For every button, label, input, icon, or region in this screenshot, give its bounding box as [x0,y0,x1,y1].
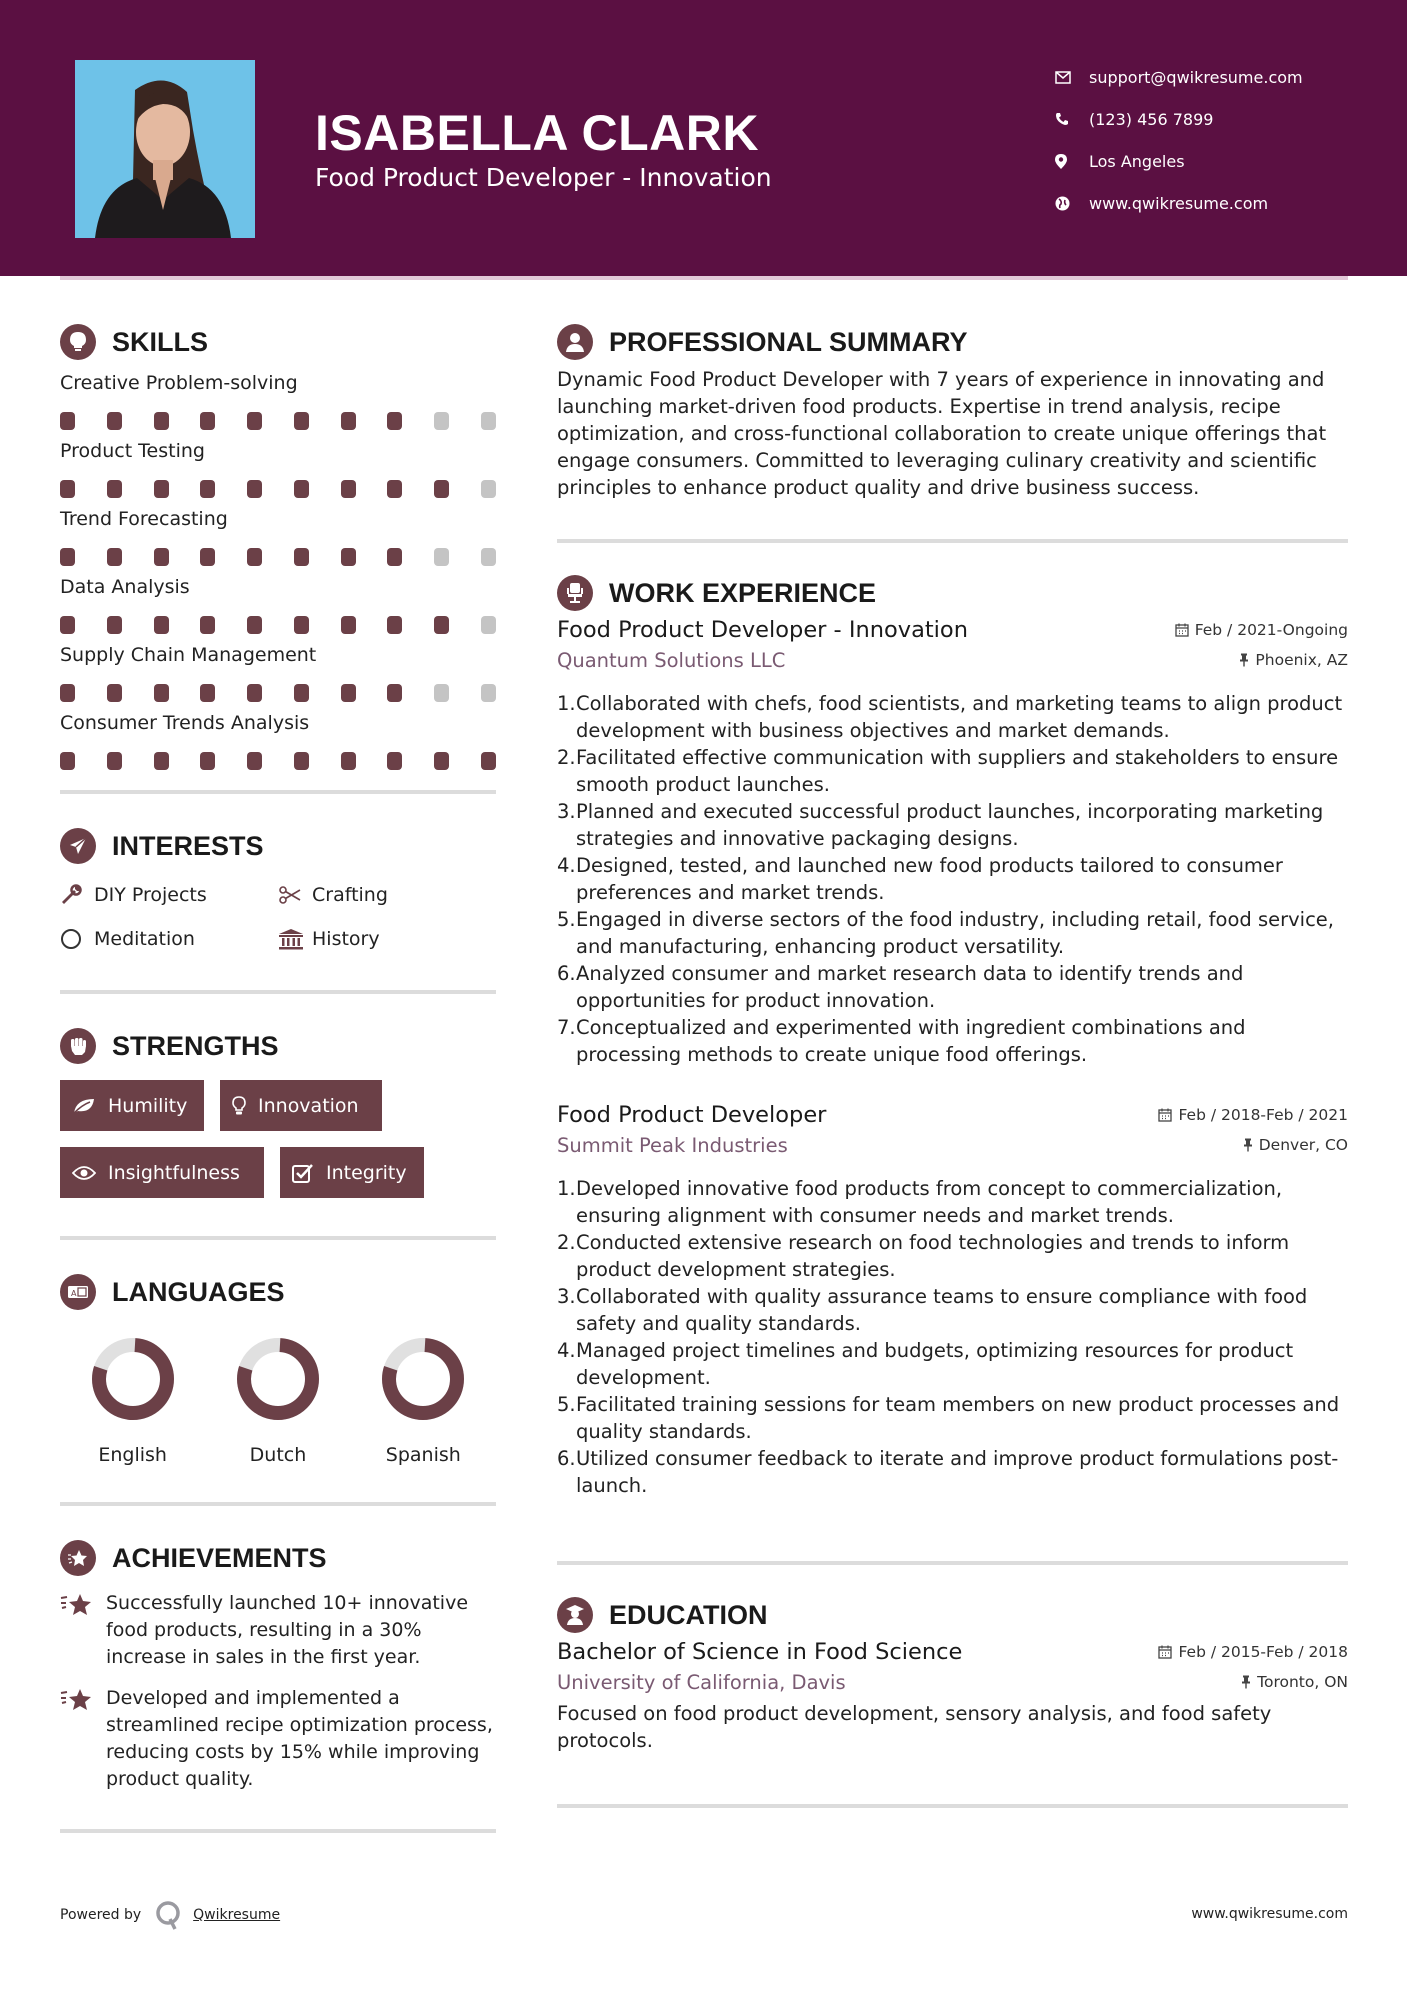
rating-dot-filled [247,752,262,770]
interests-heading: INTERESTS [112,830,264,861]
bullet-number: 1. [557,1177,576,1200]
fist-icon [60,1028,96,1064]
left-column [60,320,496,1833]
job-bullet [557,1283,1348,1337]
calendar-icon [1158,1645,1172,1659]
rating-dot-filled [294,480,309,498]
qwikresume-link[interactable]: Qwikresume [193,1907,281,1923]
strengths-heading: STRENGTHS [112,1030,279,1061]
rating-dot-filled [434,480,449,498]
bullet-number: 3. [557,1285,576,1308]
education-section [557,1593,1348,1754]
bullet-text: Analyzed consumer and market research data to identify trends and opportunities for product innovation. [576,962,1244,1012]
job-bullet [557,1445,1348,1499]
section-divider [557,1561,1348,1565]
footer-powered-by [60,1900,280,1930]
education-heading: EDUCATION [609,1599,768,1630]
rating-dot-filled [107,616,122,634]
bullet-text: Facilitated effective communication with suppliers and stakeholders to ensure smooth product launches. [576,746,1339,796]
bullet-number: 5. [557,908,576,931]
work-heading: WORK EXPERIENCE [609,577,877,608]
skill-rating [60,548,496,566]
contact-phone[interactable] [1055,98,1303,140]
language-icon [60,1274,96,1310]
job-bullets [557,690,1348,1068]
job-bullet [557,690,1348,744]
shooting-star-icon [60,1685,106,1793]
rating-dot-filled [107,548,122,566]
contact-email[interactable] [1055,56,1303,98]
job-location [1239,651,1348,669]
lightbulb-icon [60,324,96,360]
job-dates [1158,1106,1348,1124]
right-column [557,320,1348,1808]
interest-item [278,880,496,910]
bullet-text: Engaged in diverse sectors of the food industry, including retail, food service, and manufacturing, enhancing product versatility. [576,908,1335,958]
circle-icon [60,928,94,950]
rating-dot-filled [387,752,402,770]
languages-section [60,1270,496,1466]
strengths-section [60,1024,496,1198]
bullet-number: 7. [557,1016,576,1039]
skill-label: Supply Chain Management [60,644,317,666]
rating-dot-filled [294,548,309,566]
header-divider [60,276,1348,280]
language-proficiency-donut [380,1336,466,1422]
skills-heading: SKILLS [112,326,209,357]
rating-dot-empty [481,412,496,430]
achievement-text: Developed and implemented a streamlined recipe optimization process, reducing costs by 15% while improving product quality. [106,1687,493,1790]
strengths-list [60,1080,496,1198]
bullet-text: Conducted extensive research on food technologies and trends to inform product development strategies. [576,1231,1290,1281]
rating-dot-empty [481,548,496,566]
pushpin-icon [1239,653,1249,667]
leaf-icon [72,1097,96,1115]
languages-list [60,1336,496,1466]
strength-label: Innovation [258,1094,359,1117]
interest-label: Meditation [94,928,195,950]
section-divider [60,990,496,994]
calendar-icon [1158,1108,1172,1122]
rating-dot-filled [154,412,169,430]
interests-section [60,824,496,954]
job-bullet [557,798,1348,852]
section-divider [60,1236,496,1240]
bullet-number: 6. [557,962,576,985]
achievements-section [60,1536,496,1793]
powered-by-label: Powered by [60,1907,142,1923]
job-bullet [557,1391,1348,1445]
job-bullet [557,1337,1348,1391]
company-name: Quantum Solutions LLC [557,649,786,672]
education-location [1241,1673,1348,1691]
section-divider [60,790,496,794]
calendar-icon [1175,623,1189,637]
candidate-name: ISABELLA CLARK [315,105,760,161]
job-dates-text: Feb / 2018-Feb / 2021 [1178,1106,1348,1124]
bullet-text: Conceptualized and experimented with ingredient combinations and processing methods to create unique food offerings. [576,1016,1246,1066]
education-location-text: Toronto, ON [1257,1673,1348,1691]
rating-dot-filled [341,752,356,770]
interests-list [60,880,496,954]
contact-location-text: Los Angeles [1089,151,1185,171]
job-title: Food Product Developer - Innovation [557,617,968,643]
rating-dot-filled [294,752,309,770]
languages-heading: LANGUAGES [112,1276,285,1307]
language-label: Spanish [385,1444,461,1466]
graduate-icon [557,1597,593,1633]
contact-website[interactable] [1055,182,1303,224]
rating-dot-filled [247,548,262,566]
skill-label: Data Analysis [60,576,190,598]
rating-dot-filled [107,752,122,770]
section-divider [60,1502,496,1506]
job-title: Food Product Developer [557,1102,827,1128]
rating-dot-filled [60,412,75,430]
qwikresume-logo-icon [155,1900,183,1930]
job-bullet [557,744,1348,798]
rating-dot-empty [434,548,449,566]
interest-label: DIY Projects [94,884,207,906]
pushpin-icon [1241,1675,1251,1689]
achievement-item [60,1685,496,1793]
skill-label: Creative Problem-solving [60,372,298,394]
skill-label: Consumer Trends Analysis [60,712,310,734]
rating-dot-filled [434,616,449,634]
checkbox-icon [292,1163,314,1183]
rating-dot-filled [341,684,356,702]
bullet-text: Managed project timelines and budgets, optimizing resources for product development. [576,1339,1294,1389]
contact-location [1055,140,1303,182]
bullet-number: 6. [557,1447,576,1470]
rating-dot-filled [200,480,215,498]
rating-dot-filled [294,616,309,634]
bullet-text: Collaborated with quality assurance teams to ensure compliance with food safety and quality standards. [576,1285,1308,1335]
eye-icon [72,1165,96,1181]
rating-dot-filled [200,752,215,770]
job-bullet [557,1014,1348,1068]
pushpin-icon [1243,1138,1253,1152]
skill-label: Product Testing [60,440,205,462]
rating-dot-filled [247,684,262,702]
work-section [557,571,1348,1499]
user-icon [557,324,593,360]
job-location-text: Phoenix, AZ [1255,651,1348,669]
degree-title: Bachelor of Science in Food Science [557,1639,963,1665]
job-dates [1175,621,1348,639]
job-bullet [557,1175,1348,1229]
company-name: Summit Peak Industries [557,1134,788,1157]
strength-label: Insightfulness [108,1161,240,1184]
skill-label: Trend Forecasting [60,508,228,530]
school-name: University of California, Davis [557,1671,846,1694]
bullet-number: 2. [557,1231,576,1254]
contact-phone-text: (123) 456 7899 [1089,109,1214,129]
strength-chip [60,1147,264,1198]
rating-dot-filled [341,616,356,634]
achievement-text: Successfully launched 10+ innovative food products, resulting in a 30% increase in sales in the first year. [106,1592,469,1668]
rating-dot-filled [387,480,402,498]
section-divider [60,1829,496,1833]
bullet-text: Collaborated with chefs, food scientists, and marketing teams to align product development with business objectives and market demands. [576,692,1343,742]
rating-dot-filled [200,412,215,430]
rating-dot-filled [481,752,496,770]
svg-text:A: A [71,1289,77,1298]
contact-website-text: www.qwikresume.com [1089,193,1269,213]
candidate-title: Food Product Developer - Innovation [315,163,772,192]
wrench-icon [60,884,94,906]
achievements-heading: ACHIEVEMENTS [112,1542,327,1573]
job-entry [557,1102,1348,1499]
strength-label: Humility [108,1094,188,1117]
language-item [351,1336,496,1466]
bullet-number: 4. [557,854,576,877]
job-bullet [557,960,1348,1014]
envelope-icon [1055,71,1089,84]
rating-dot-filled [200,616,215,634]
interest-item [278,924,496,954]
job-location [1243,1136,1348,1154]
phone-icon [1055,112,1089,126]
rating-dot-empty [434,684,449,702]
achievement-item [60,1590,496,1671]
job-location-text: Denver, CO [1258,1136,1348,1154]
resume-header [0,0,1407,276]
bullet-text: Planned and executed successful product launches, incorporating marketing strategies and innovative packaging designs. [576,800,1324,850]
rating-dot-filled [200,684,215,702]
rating-dot-filled [247,616,262,634]
star-badge-icon [60,1540,96,1576]
bullet-text: Facilitated training sessions for team members on new product processes and quality standards. [576,1393,1340,1443]
interest-item [60,880,278,910]
interest-label: History [312,928,380,950]
interest-item [60,924,278,954]
section-divider [557,1804,1348,1808]
bullet-text: Utilized consumer feedback to iterate and improve product formulations post-launch. [576,1447,1339,1497]
footer-website[interactable]: www.qwikresume.com [1191,1906,1348,1922]
rating-dot-filled [107,684,122,702]
job-entry [557,617,1348,1068]
skill-rating [60,752,496,770]
globe-icon [1055,196,1089,211]
rating-dot-filled [154,616,169,634]
job-bullet [557,852,1348,906]
rating-dot-filled [387,548,402,566]
scissors-icon [278,886,312,904]
contact-list [1055,56,1303,224]
rating-dot-filled [294,412,309,430]
museum-icon [278,928,312,950]
bullet-number: 4. [557,1339,576,1362]
bullet-text: Designed, tested, and launched new food products tailored to consumer preferences and market trends. [576,854,1283,904]
education-dates-text: Feb / 2015-Feb / 2018 [1178,1643,1348,1661]
skill-rating [60,480,496,498]
rating-dot-filled [60,480,75,498]
rating-dot-filled [294,684,309,702]
paper-plane-icon [60,828,96,864]
rating-dot-filled [154,480,169,498]
skills-list [60,372,496,770]
bullet-number: 1. [557,692,576,715]
language-item [60,1336,205,1466]
profile-photo [75,60,255,238]
education-dates [1158,1643,1348,1661]
rating-dot-filled [387,616,402,634]
rating-dot-filled [60,548,75,566]
job-dates-text: Feb / 2021-Ongoing [1194,621,1348,639]
rating-dot-filled [154,684,169,702]
interest-label: Crafting [312,884,388,906]
language-label: Dutch [249,1444,307,1466]
rating-dot-filled [60,684,75,702]
rating-dot-filled [60,752,75,770]
education-description: Focused on food product development, sensory analysis, and food safety protocols. [557,1702,1272,1752]
language-label: English [98,1444,167,1466]
rating-dot-filled [387,412,402,430]
rating-dot-filled [154,548,169,566]
job-bullet [557,1229,1348,1283]
job-bullet [557,906,1348,960]
rating-dot-filled [200,548,215,566]
summary-text: Dynamic Food Product Developer with 7 years of experience in innovating and launching market-driven food products. Expertise in trend analysis, recipe optimization, and cross-functional collaboration to create unique offerings that engage consumers. Committed to leveraging culinary creativity and scientific principles to enhance product quality and drive business success. [557,368,1327,499]
language-proficiency-donut [235,1336,321,1422]
rating-dot-empty [481,684,496,702]
rating-dot-filled [247,412,262,430]
bullet-number: 3. [557,800,576,823]
rating-dot-filled [154,752,169,770]
summary-section [557,320,1348,501]
bullet-text: Developed innovative food products from concept to commercialization, ensuring alignment with consumer needs and market trends. [576,1177,1283,1227]
shooting-star-icon [60,1590,106,1671]
skill-rating [60,616,496,634]
rating-dot-filled [341,480,356,498]
bullet-number: 2. [557,746,576,769]
skill-rating [60,684,496,702]
rating-dot-empty [481,480,496,498]
skill-rating [60,412,496,430]
rating-dot-filled [60,616,75,634]
contact-email-text: support@qwikresume.com [1089,67,1303,87]
rating-dot-filled [107,480,122,498]
section-divider [557,539,1348,543]
rating-dot-filled [387,684,402,702]
skills-section [60,320,496,770]
strength-chip [220,1080,382,1131]
rating-dot-filled [107,412,122,430]
summary-heading: PROFESSIONAL SUMMARY [609,326,968,357]
strength-label: Integrity [326,1161,407,1184]
job-bullets [557,1175,1348,1499]
rating-dot-empty [434,412,449,430]
bullet-number: 5. [557,1393,576,1416]
rating-dot-filled [434,752,449,770]
strength-chip [60,1080,204,1131]
office-chair-icon [557,575,593,611]
rating-dot-empty [481,616,496,634]
language-item [205,1336,350,1466]
rating-dot-filled [341,548,356,566]
language-proficiency-donut [90,1336,176,1422]
lightbulb-icon [232,1096,246,1116]
rating-dot-filled [247,480,262,498]
rating-dot-filled [341,412,356,430]
map-marker-icon [1055,154,1089,169]
strength-chip [280,1147,424,1198]
